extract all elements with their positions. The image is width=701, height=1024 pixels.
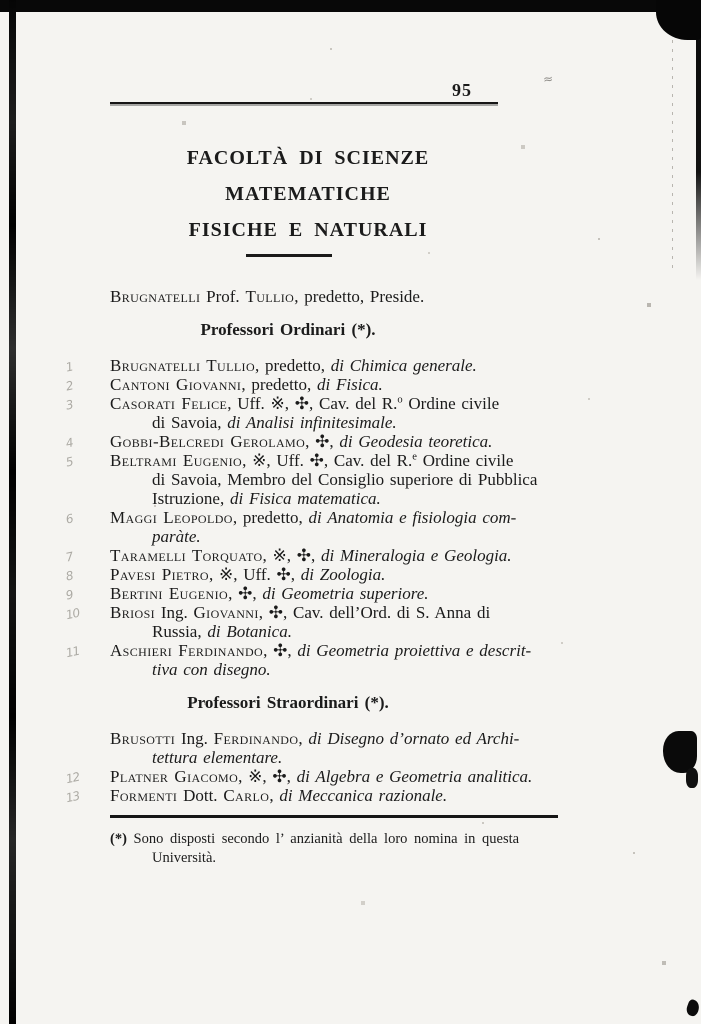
professor-entry <box>64 451 558 508</box>
page-number: 95 <box>452 80 472 100</box>
text-segment: Ordine civile <box>416 451 514 470</box>
pencil-margin-note: 13 <box>64 788 81 806</box>
scan-squiggle-mark: ≈ <box>542 71 554 87</box>
text-segment: di Savoia, <box>152 413 228 432</box>
professor-entry <box>64 432 558 451</box>
scan-edge-left <box>9 0 16 1024</box>
text-segment: Cantoni Giovanni <box>110 375 242 394</box>
text-segment: , ※, Uff. ✣, <box>208 565 301 584</box>
text-segment: , ※, ✣, <box>262 546 322 565</box>
pencil-margin-note: 9 <box>64 587 74 603</box>
text-segment: Russia, <box>152 622 208 641</box>
professor-entry <box>64 356 558 375</box>
scan-faint-fold-line <box>672 40 673 270</box>
text-segment: Beltrami Eugenio <box>110 451 243 470</box>
paper-specks <box>0 0 2 2</box>
text-segment: o <box>397 394 403 406</box>
text-column <box>64 140 558 868</box>
pencil-margin-note: 6 <box>64 511 74 527</box>
text-segment: di Meccanica razionale. <box>279 786 448 805</box>
text-segment: Casorati Felice <box>110 394 228 413</box>
text-segment: , ※, Uff. ✣, Cav. del R. <box>242 451 413 470</box>
text-segment: Briosi <box>110 603 156 622</box>
text-segment: Ing. <box>175 729 214 748</box>
scan-mark-bottom-right <box>685 998 701 1017</box>
text-segment: , Uff. ※, ✣, Cav. del R. <box>227 394 398 413</box>
pencil-margin-note: 7 <box>64 549 74 565</box>
text-segment: Università. <box>152 850 217 866</box>
text-segment: Brugnatelli <box>110 287 201 306</box>
scan-blob-right-margin <box>663 731 697 773</box>
text-segment: Brugnatelli Tullio <box>110 356 256 375</box>
text-segment: di Mineralogia e Geologia. <box>321 546 512 565</box>
text-segment: , predetto, Preside. <box>294 287 425 306</box>
professor-sections <box>64 320 558 806</box>
text-segment: Dott. <box>177 786 224 805</box>
scan-edge-top <box>0 0 701 12</box>
text-segment: Giovanni <box>193 603 259 622</box>
text-segment: , predetto, <box>255 356 331 375</box>
pencil-margin-note: 5 <box>64 454 74 470</box>
text-segment: Pavesi Pietro <box>110 565 209 584</box>
professor-entry <box>64 394 558 432</box>
text-segment: Platner Giacomo <box>110 767 239 786</box>
professors-section <box>64 320 558 679</box>
professor-entry <box>64 565 558 584</box>
scan-edge-right <box>696 10 701 280</box>
text-segment: Ing. <box>155 603 194 622</box>
professor-entry <box>64 641 558 679</box>
pencil-margin-note: 1 <box>64 359 74 375</box>
text-segment: Carlo <box>223 786 270 805</box>
pencil-margin-note: 11 <box>64 643 81 661</box>
text-segment: di Analisi infinitesimale. <box>227 413 397 432</box>
text-segment: Prof. <box>200 287 246 306</box>
text-segment: di Savoia, Membro del Consiglio superiore di Pubblica <box>152 470 538 489</box>
text-segment: di Fisica. <box>317 375 383 394</box>
text-segment: Sono disposti secondo l’ anzianità della loro nomina in questa <box>126 831 520 847</box>
pencil-margin-note: 4 <box>64 435 74 451</box>
scan-blob-right-tail <box>686 768 698 788</box>
text-segment: di Fisica matematica. <box>229 489 381 508</box>
text-segment: di Geometria superiore. <box>262 584 429 603</box>
professor-entry <box>110 729 558 767</box>
text-segment: di Disegno d’ornato ed Archi- <box>308 729 520 748</box>
title-divider-rule <box>246 254 332 257</box>
footnote-separator-rule <box>110 815 558 818</box>
text-segment: di Zoologia. <box>300 565 386 584</box>
text-segment: Formenti <box>110 786 178 805</box>
professors-section <box>64 693 558 806</box>
text-segment: , ※, ✣, <box>238 767 297 786</box>
text-segment: paràte. <box>152 527 201 546</box>
professor-entry <box>64 546 558 565</box>
text-segment: Tullio <box>245 287 295 306</box>
text-segment: tiva con disegno. <box>152 660 271 679</box>
text-segment: Aschieri Ferdinando <box>110 641 264 660</box>
text-segment: (*) <box>110 831 127 847</box>
professor-entry <box>64 767 558 787</box>
text-segment: Ferdinando <box>213 729 299 748</box>
text-segment: , ✣, Cav. dell’Ord. di S. Anna di <box>258 603 491 622</box>
section-heading: Professori Ordinari (*). <box>200 320 376 339</box>
pencil-margin-note: 12 <box>64 769 81 787</box>
section-heading: Professori Straordinari (*). <box>187 693 389 712</box>
text-segment: Bertini Eugenio <box>110 584 229 603</box>
text-segment: di Anatomia e fisiologia com- <box>308 508 517 527</box>
scan-blob-top-right <box>656 0 701 40</box>
professor-entry <box>64 584 558 603</box>
text-segment: e <box>412 451 417 463</box>
text-segment: di Botanica. <box>207 622 292 641</box>
faculty-title <box>110 140 506 248</box>
text-segment: di Geometria proiettiva e descrit- <box>297 641 532 660</box>
text-segment: , predetto, <box>232 508 309 527</box>
preside-line <box>110 287 558 306</box>
text-segment: Brusotti <box>110 729 176 748</box>
pencil-margin-note: 3 <box>64 397 74 413</box>
faculty-title-line2: FISICHE E NATURALI <box>188 219 428 241</box>
text-segment: tettura elementare. <box>152 748 283 767</box>
text-segment: , ✣, <box>228 584 263 603</box>
text-segment: di Algebra e Geometria analitica. <box>296 767 533 786</box>
text-segment: Taramelli Torquato <box>110 546 263 565</box>
pencil-margin-note: 2 <box>64 378 74 394</box>
text-segment: di Chimica generale. <box>330 356 477 375</box>
text-segment: , predetto, <box>241 375 318 394</box>
pencil-margin-note: 10 <box>64 605 81 623</box>
text-segment: , ✣, <box>305 432 340 451</box>
text-segment: Istruzione, <box>152 489 230 508</box>
header-rule <box>110 102 498 104</box>
pencil-margin-note: 8 <box>64 568 74 584</box>
footnote <box>110 830 558 868</box>
text-segment: , ✣, <box>263 641 298 660</box>
text-segment: Maggi Leopoldo <box>110 508 233 527</box>
text-segment: Ordine civile <box>402 394 500 413</box>
text-segment: , <box>269 786 280 805</box>
text-segment: di Geodesia teoretica. <box>339 432 493 451</box>
professor-entry <box>64 786 558 806</box>
professor-entry <box>64 603 558 641</box>
faculty-title-line1: FACOLTÀ DI SCIENZE MATEMATICHE <box>186 147 430 205</box>
professor-entry <box>64 508 558 546</box>
text-segment: , <box>298 729 309 748</box>
professor-entry <box>64 375 558 394</box>
text-segment: Gobbi-Belcredi Gerolamo <box>110 432 306 451</box>
